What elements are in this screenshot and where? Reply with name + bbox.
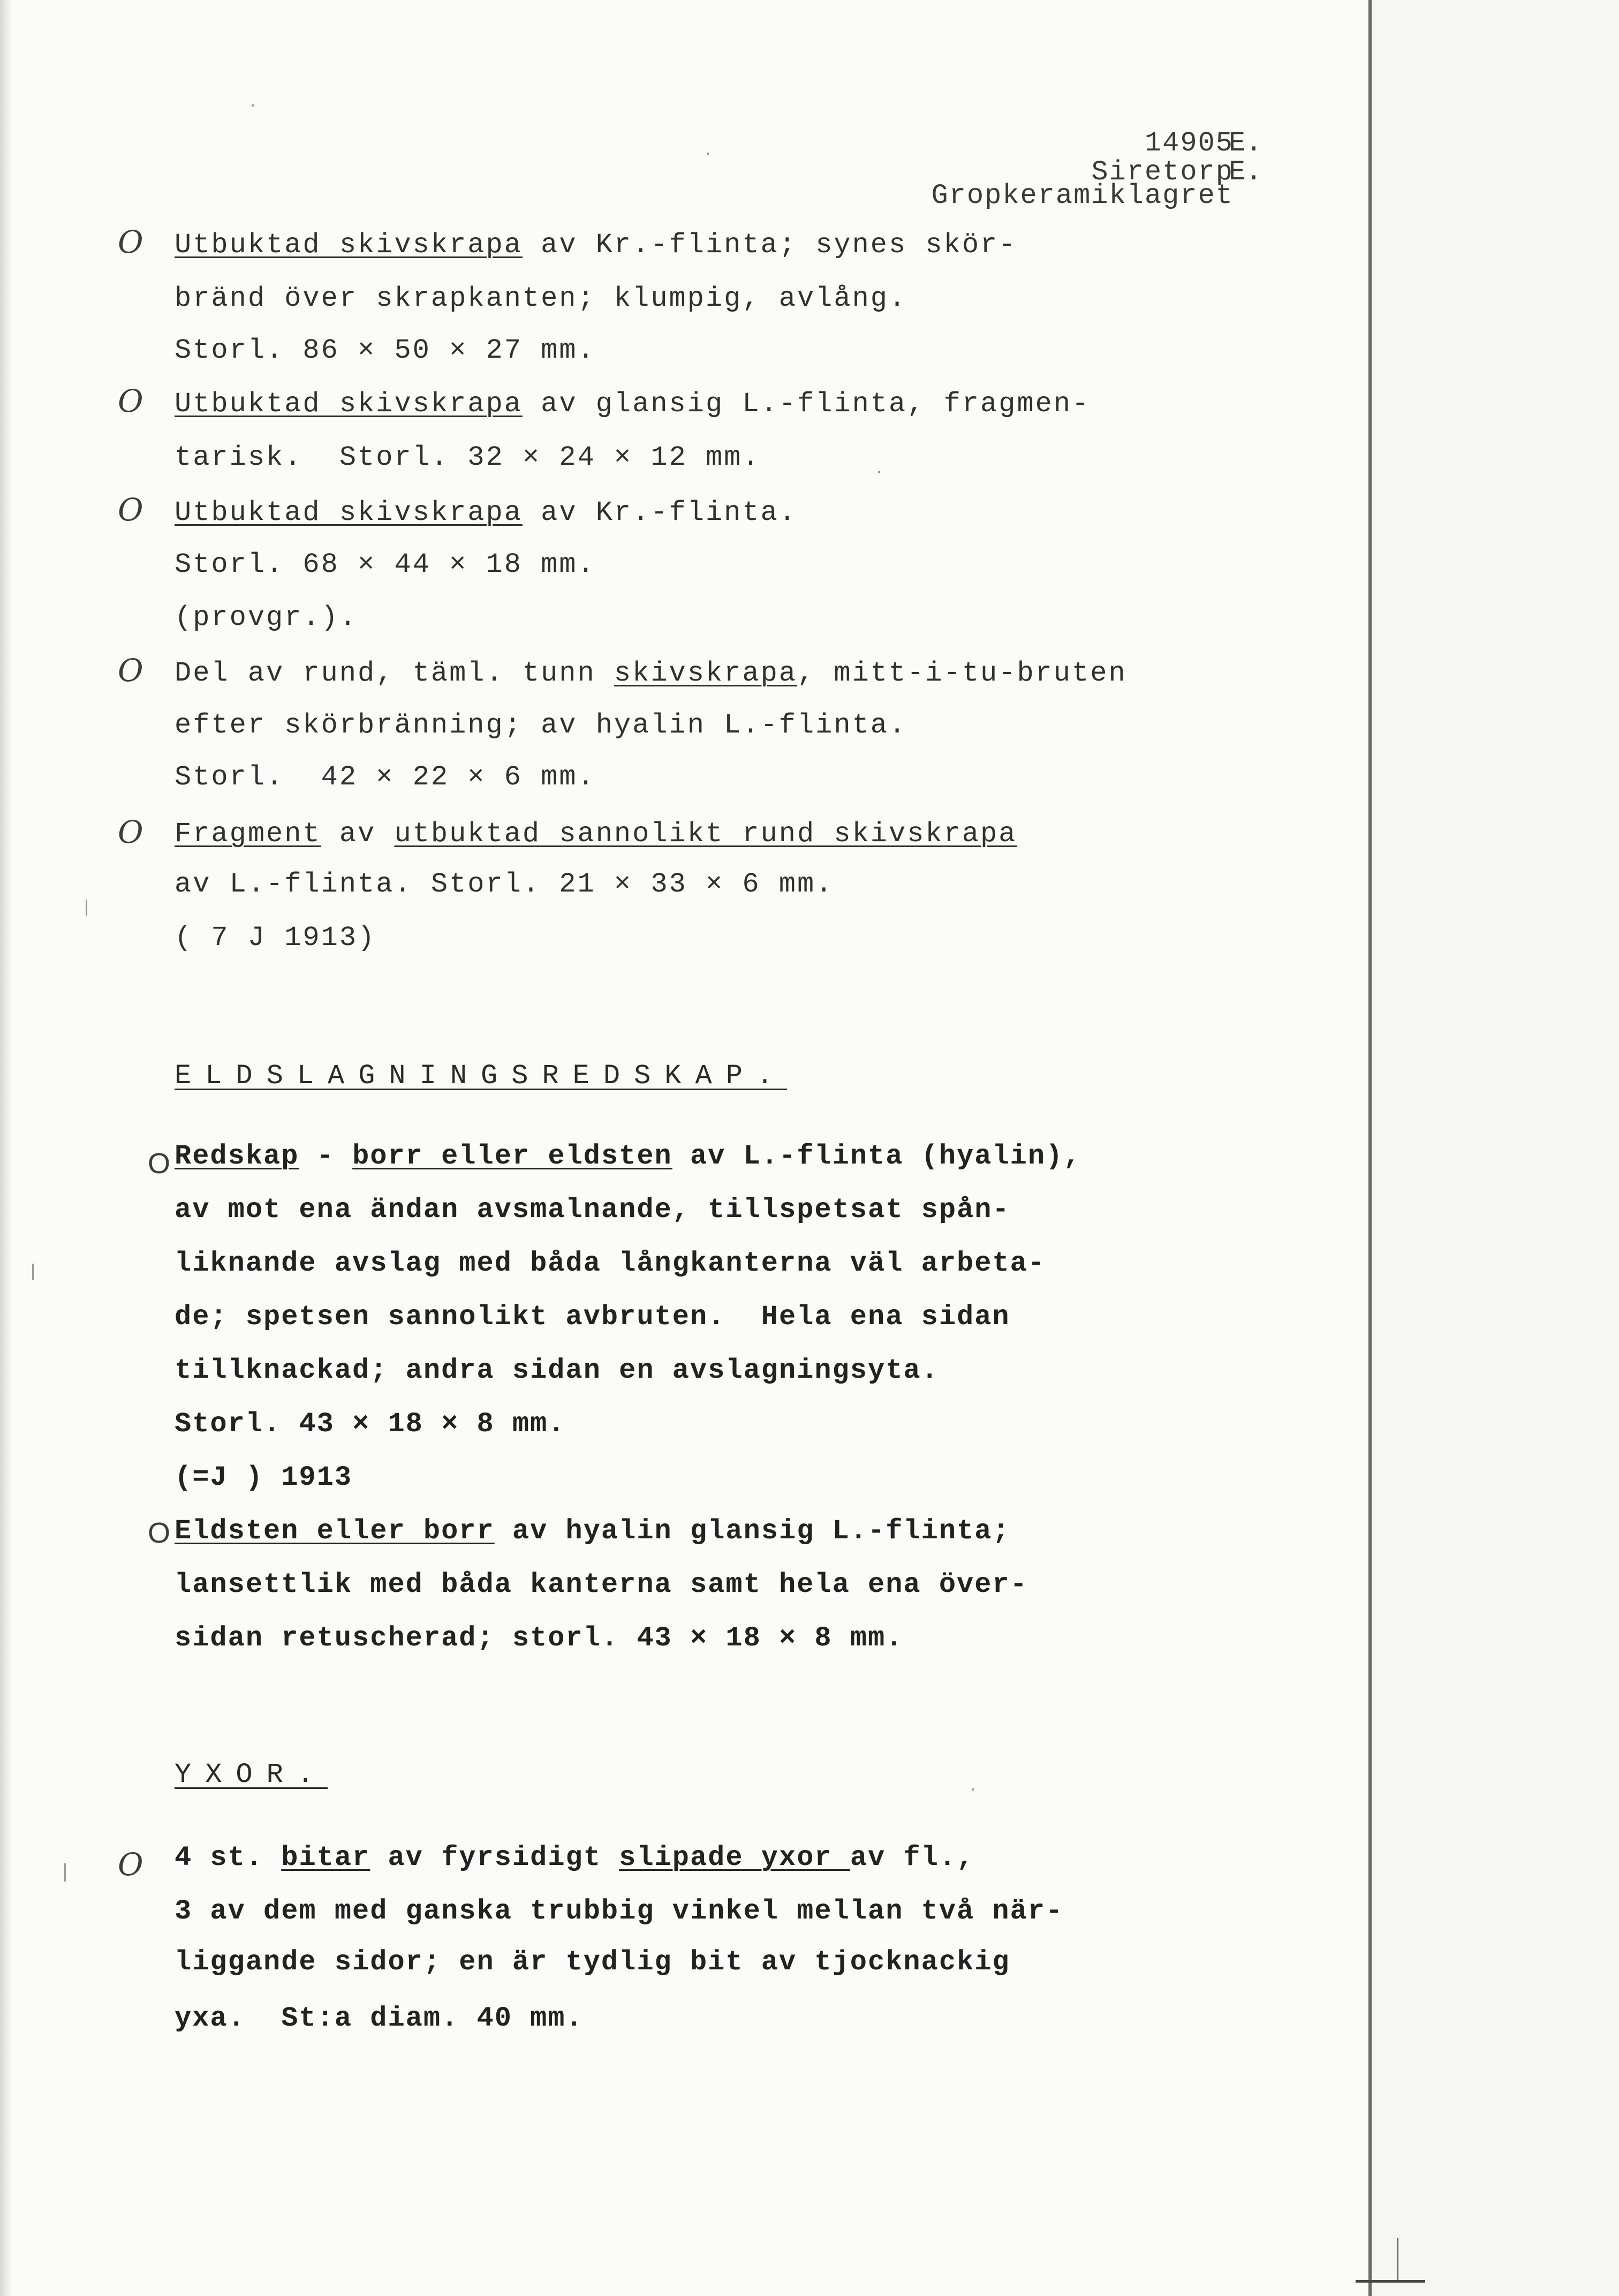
entry-title: skivskrapa: [614, 658, 797, 689]
check-mark: O: [118, 492, 143, 528]
entry-title: bitar: [281, 1842, 370, 1874]
edge-tick: [1356, 2280, 1425, 2283]
entry-title: Utbuktad skivskrapa: [175, 229, 523, 261]
page-edge: [1368, 0, 1372, 2296]
check-mark: O: [118, 652, 143, 689]
catalog-number: 14905: [1144, 127, 1234, 159]
header-mark-2: E.: [1229, 156, 1262, 188]
entry-line: Storl. 42 × 22 × 6 mm.: [175, 761, 596, 793]
entry-text: av fl.,: [850, 1842, 975, 1874]
edge-mark: [1397, 2238, 1398, 2281]
entry-line: lansettlik med båda kanterna samt hela ena över-: [175, 1569, 1028, 1600]
scan-speck: [878, 471, 880, 473]
entry-line: yxa. St:a diam. 40 mm.: [175, 2003, 584, 2034]
entry-line: [175, 658, 1127, 689]
entry-line: bränd över skrapkanten; klumpig, avlång.: [175, 283, 907, 314]
entry-line: [175, 388, 1090, 420]
entry-line: [175, 818, 1017, 850]
entry-text: av hyalin glansig L.-flinta;: [494, 1515, 1010, 1547]
page-shadow: [0, 0, 12, 2296]
entry-text: av Kr.-flinta.: [522, 497, 797, 528]
entry-line: tarisk. Storl. 32 × 24 × 12 mm.: [175, 442, 761, 473]
section-heading: ELDSLAGNINGSREDSKAP.: [175, 1060, 788, 1092]
entry-line: efter skörbränning; av hyalin L.-flinta.: [175, 709, 907, 741]
entry-text: -: [299, 1141, 353, 1172]
entry-line: liggande sidor; en är tydlig bit av tjocknackig: [175, 1946, 1010, 1978]
check-mark: O: [118, 383, 143, 419]
entry-line: liknande avslag med båda långkanterna väl arbeta-: [175, 1248, 1046, 1279]
entry-line: [175, 1141, 1081, 1172]
entry-text: , mitt-i-tu-bruten: [797, 658, 1127, 689]
entry-line: de; spetsen sannolikt avbruten. Hela ena sidan: [175, 1301, 1010, 1333]
site-name: Siretorp: [1091, 156, 1234, 188]
check-mark: O: [118, 1846, 143, 1883]
entry-title: slipade yxor: [619, 1842, 850, 1874]
entry-line: 3 av dem med ganska trubbig vinkel mellan två när-: [175, 1895, 1064, 1927]
scan-speck: [86, 900, 87, 916]
entry-text: Del av rund, täml. tunn: [175, 658, 614, 689]
entry-line: Storl. 86 × 50 × 27 mm.: [175, 335, 596, 366]
scan-speck: [252, 104, 254, 107]
check-mark: O: [148, 1147, 171, 1180]
entry-text: av: [321, 818, 395, 850]
entry-line: av mot ena ändan avsmalnande, tillspetsat spån-: [175, 1194, 1010, 1226]
entry-text: av L.-flinta (hyalin),: [672, 1141, 1081, 1172]
entry-text: av glansig L.-flinta, fragmen-: [522, 388, 1091, 420]
scan-speck: [64, 1863, 66, 1882]
entry-title: Utbuktad skivskrapa: [175, 388, 523, 420]
entry-line: [175, 497, 797, 528]
section-heading: YXOR.: [175, 1759, 328, 1791]
entry-line: av L.-flinta. Storl. 21 × 33 × 6 mm.: [175, 868, 834, 900]
entry-text: 4 st.: [175, 1842, 282, 1874]
check-mark: O: [118, 224, 143, 260]
check-mark: O: [118, 814, 143, 850]
entry-line: Storl. 68 × 44 × 18 mm.: [175, 549, 596, 580]
layer-name: Gropkeramiklagret: [931, 180, 1234, 212]
check-mark: O: [148, 1517, 171, 1549]
scan-speck: [707, 153, 709, 155]
next-page-margin: [1372, 0, 1619, 2296]
scan-speck: [32, 1264, 34, 1280]
entry-text: av Kr.-flinta; synes skör-: [522, 229, 1017, 261]
entry-line: (provgr.).: [175, 602, 358, 633]
entry-line: (=J ) 1913: [175, 1462, 353, 1493]
entry-text: av fyrsidigt: [370, 1842, 619, 1874]
entry-line: sidan retuscherad; storl. 43 × 18 × 8 mm.: [175, 1622, 904, 1654]
header-mark-1: E.: [1229, 127, 1262, 159]
entry-title: utbuktad sannolikt rund skivskrapa: [394, 818, 1017, 850]
entry-title: Fragment: [175, 818, 321, 850]
scan-speck: [972, 1788, 974, 1791]
entry-title: Redskap: [175, 1141, 299, 1172]
entry-line: ( 7 J 1913): [175, 922, 376, 954]
entry-line: [175, 229, 1017, 261]
entry-line: [175, 1842, 974, 1874]
entry-line: tillknackad; andra sidan en avslagningsyta.: [175, 1355, 939, 1386]
entry-title: Eldsten eller borr: [175, 1515, 495, 1547]
entry-title: borr eller eldsten: [352, 1141, 672, 1172]
entry-title: Utbuktad skivskrapa: [175, 497, 523, 528]
entry-line: Storl. 43 × 18 × 8 mm.: [175, 1408, 566, 1440]
entry-line: [175, 1515, 1010, 1547]
